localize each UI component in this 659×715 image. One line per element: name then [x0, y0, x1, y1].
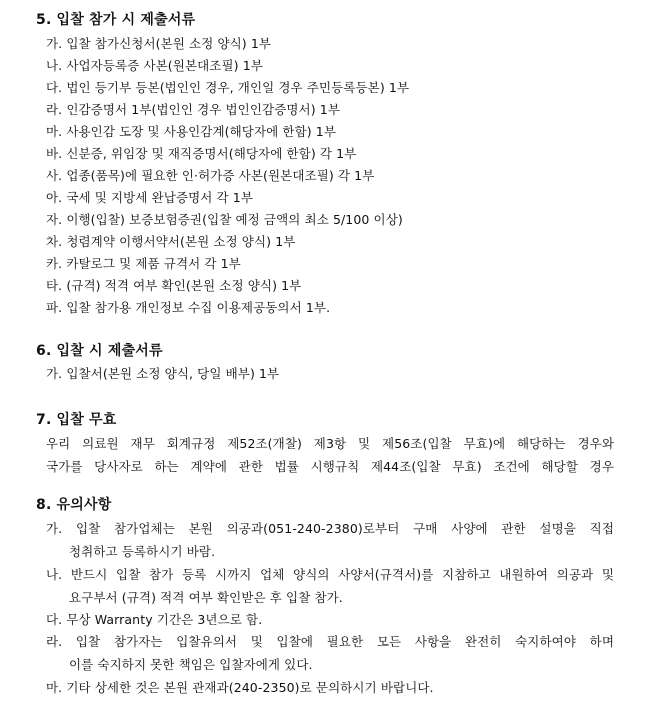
sec5-item-ga: 가. 입찰 참가신청서(본원 소정 양식) 1부 [46, 36, 272, 51]
section-5-title: 5. 입찰 참가 시 제출서류 [36, 12, 196, 28]
sec5-item-ta: 타. (규격) 적격 여부 확인(본원 소정 양식) 1부 [46, 278, 302, 293]
sec5-item-cha: 차. 청렴계약 이행서약서(본원 소정 양식) 1부 [46, 234, 296, 249]
sec5-item-ra: 라. 인감증명서 1부(법인인 경우 법인인감증명서) 1부 [46, 102, 341, 117]
sec7-line-2: 국가를 당사자로 하는 계약에 관한 법률 시행규칙 제44조(입찰 무효) 조건에 해당할 경우 [46, 459, 614, 474]
sec8-item-ga-line2: 청취하고 등록하시기 바람. [69, 544, 216, 559]
sec5-item-ka: 카. 카탈로그 및 제품 규격서 각 1부 [46, 256, 241, 271]
sec5-item-ma: 마. 사용인감 도장 및 사용인감계(해당자에 한함) 1부 [46, 124, 337, 139]
sec5-item-ba: 바. 신분증, 위임장 및 재직증명서(해당자에 한함) 각 1부 [46, 146, 357, 161]
sec5-item-a: 아. 국세 및 지방세 완납증명서 각 1부 [46, 190, 254, 205]
sec8-item-da: 다. 무상 Warranty 기간은 3년으로 함. [46, 612, 263, 627]
sec5-item-na: 나. 사업자등록증 사본(원본대조필) 1부 [46, 58, 263, 73]
sec7-line-1: 우리 의료원 재무 회계규정 제52조(개찰) 제3항 및 제56조(입찰 무효)에 해당하는 경우와 [46, 436, 614, 451]
sec8-item-ra-line2: 이를 숙지하지 못한 책임은 입찰자에게 있다. [69, 657, 313, 672]
sec8-item-na-line2: 요구부서 (규격) 적격 여부 확인받은 후 입찰 참가. [69, 590, 343, 605]
section-8-title: 8. 유의사항 [36, 497, 112, 513]
sec5-item-da: 다. 법인 등기부 등본(법인인 경우, 개인일 경우 주민등록등본) 1부 [46, 80, 410, 95]
sec8-item-ga-line1: 가. 입찰 참가업체는 본원 의공과(051-240-2380)로부터 구매 사양에 관한 설명을 직접 [46, 521, 614, 536]
sec8-item-ma: 마. 기타 상세한 것은 본원 관재과(240-2350)로 문의하시기 바랍니다. [46, 680, 434, 695]
section-7-title: 7. 입찰 무효 [36, 412, 117, 428]
sec8-item-na-line1: 나. 반드시 입찰 참가 등록 시까지 업체 양식의 사양서(규격서)를 지참하고 내원하여 의공과 및 [46, 567, 614, 582]
sec5-item-sa: 사. 업종(품목)에 필요한 인·허가증 사본(원본대조필) 각 1부 [46, 168, 375, 183]
sec6-item-ga: 가. 입찰서(본원 소정 양식, 당일 배부) 1부 [46, 366, 280, 381]
sec5-item-pa: 파. 입찰 참가용 개인정보 수집 이용제공동의서 1부. [46, 300, 331, 315]
section-6-title: 6. 입찰 시 제출서류 [36, 343, 163, 359]
sec8-item-ra-line1: 라. 입찰 참가자는 입찰유의서 및 입찰에 필요한 모든 사항을 완전히 숙지하여야 하며 [46, 634, 614, 649]
sec5-item-ja: 자. 이행(입찰) 보증보험증권(입찰 예정 금액의 최소 5/100 이상) [46, 212, 403, 227]
